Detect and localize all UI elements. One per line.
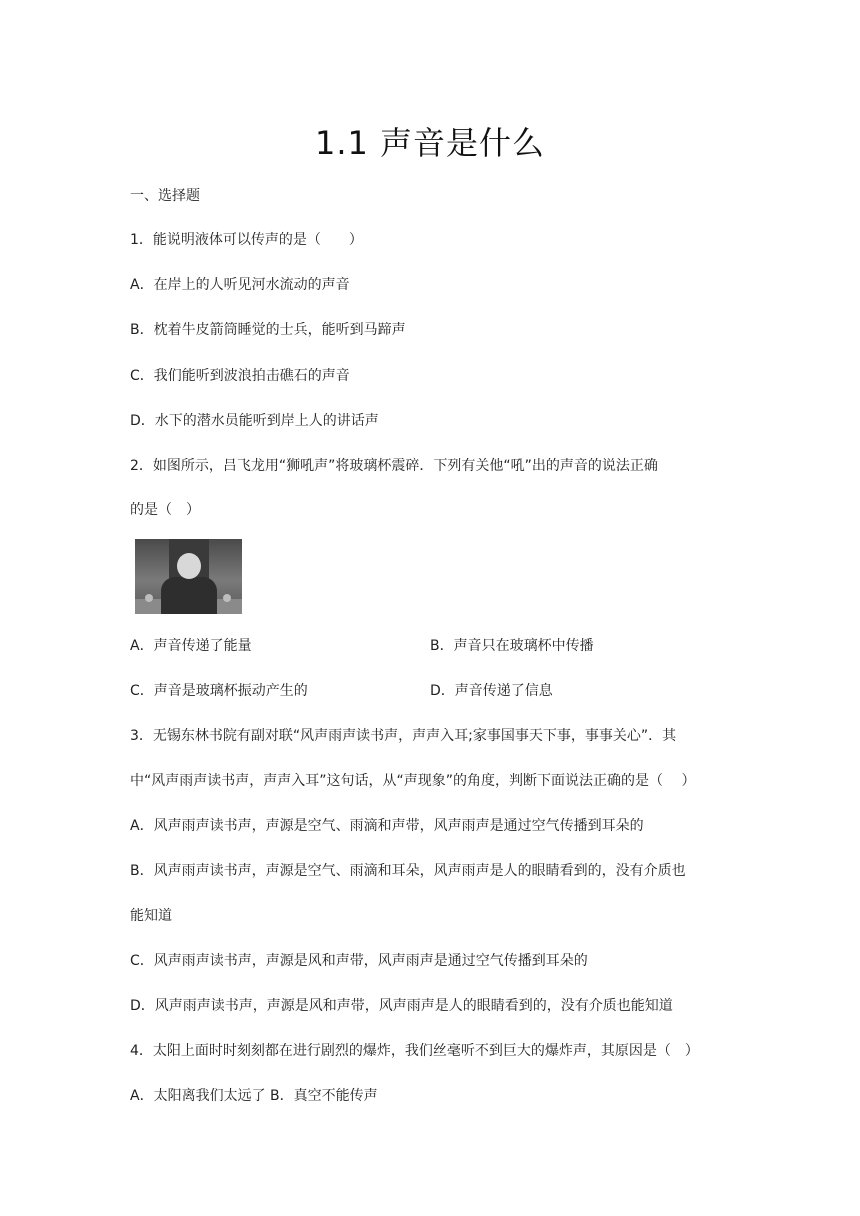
question-1-option-d: D．水下的潜水员能听到岸上人的讲话声 xyxy=(130,413,379,429)
question-3-stem-line-1: 3．无锡东林书院有副对联“风声雨声读书声，声声入耳;家事国事天下事，事事关心”．其 xyxy=(130,728,677,744)
question-3-option-c: C．风声雨声读书声，声源是风和声带，风声雨声是通过空气传播到耳朵的 xyxy=(130,953,588,969)
question-1-option-a: A．在岸上的人听见河水流动的声音 xyxy=(130,277,350,293)
page-title: 1.1 声音是什么 xyxy=(314,124,546,162)
question-1-stem: 1．能说明液体可以传声的是（ ） xyxy=(130,232,363,248)
question-2-option-b: B．声音只在玻璃杯中传播 xyxy=(430,638,594,654)
question-1-option-b: B．枕着牛皮箭筒睡觉的士兵，能听到马蹄声 xyxy=(130,322,406,338)
question-2-option-c: C．声音是玻璃杯振动产生的 xyxy=(130,683,308,699)
question-3-stem-line-2: 中“风声雨声读书声，声声入耳”这句话，从“声现象”的角度，判断下面说法正确的是（ ） xyxy=(130,773,696,789)
question-1-option-c: C．我们能听到波浪拍击礁石的声音 xyxy=(130,368,350,384)
question-2-photo xyxy=(135,539,242,614)
question-3-option-b-line-1: B．风声雨声读书声，声源是空气、雨滴和耳朵，风声雨声是人的眼睛看到的，没有介质也 xyxy=(130,863,686,879)
question-2-stem-line-1: 2．如图所示，吕飞龙用“狮吼声”将玻璃杯震碎．下列有关他“吼”出的声音的说法正确 xyxy=(130,458,658,474)
question-3-option-a: A．风声雨声读书声，声源是空气、雨滴和声带，风声雨声是通过空气传播到耳朵的 xyxy=(130,818,644,834)
question-4-stem: 4．太阳上面时时刻刻都在进行剧烈的爆炸，我们丝毫听不到巨大的爆炸声，其原因是（ ） xyxy=(130,1043,699,1059)
question-2-option-d: D．声音传递了信息 xyxy=(430,683,553,699)
question-2-option-a: A．声音传递了能量 xyxy=(130,638,252,654)
section-heading: 一、选择题 xyxy=(130,188,200,204)
question-2-stem-line-2: 的是（ ） xyxy=(130,502,200,518)
question-4-options-a-b: A．太阳离我们太远了 B．真空不能传声 xyxy=(130,1088,378,1104)
question-3-option-d: D．风声雨声读书声，声源是风和声带，风声雨声是人的眼睛看到的，没有介质也能知道 xyxy=(130,998,673,1014)
question-3-option-b-line-2: 能知道 xyxy=(130,908,172,924)
